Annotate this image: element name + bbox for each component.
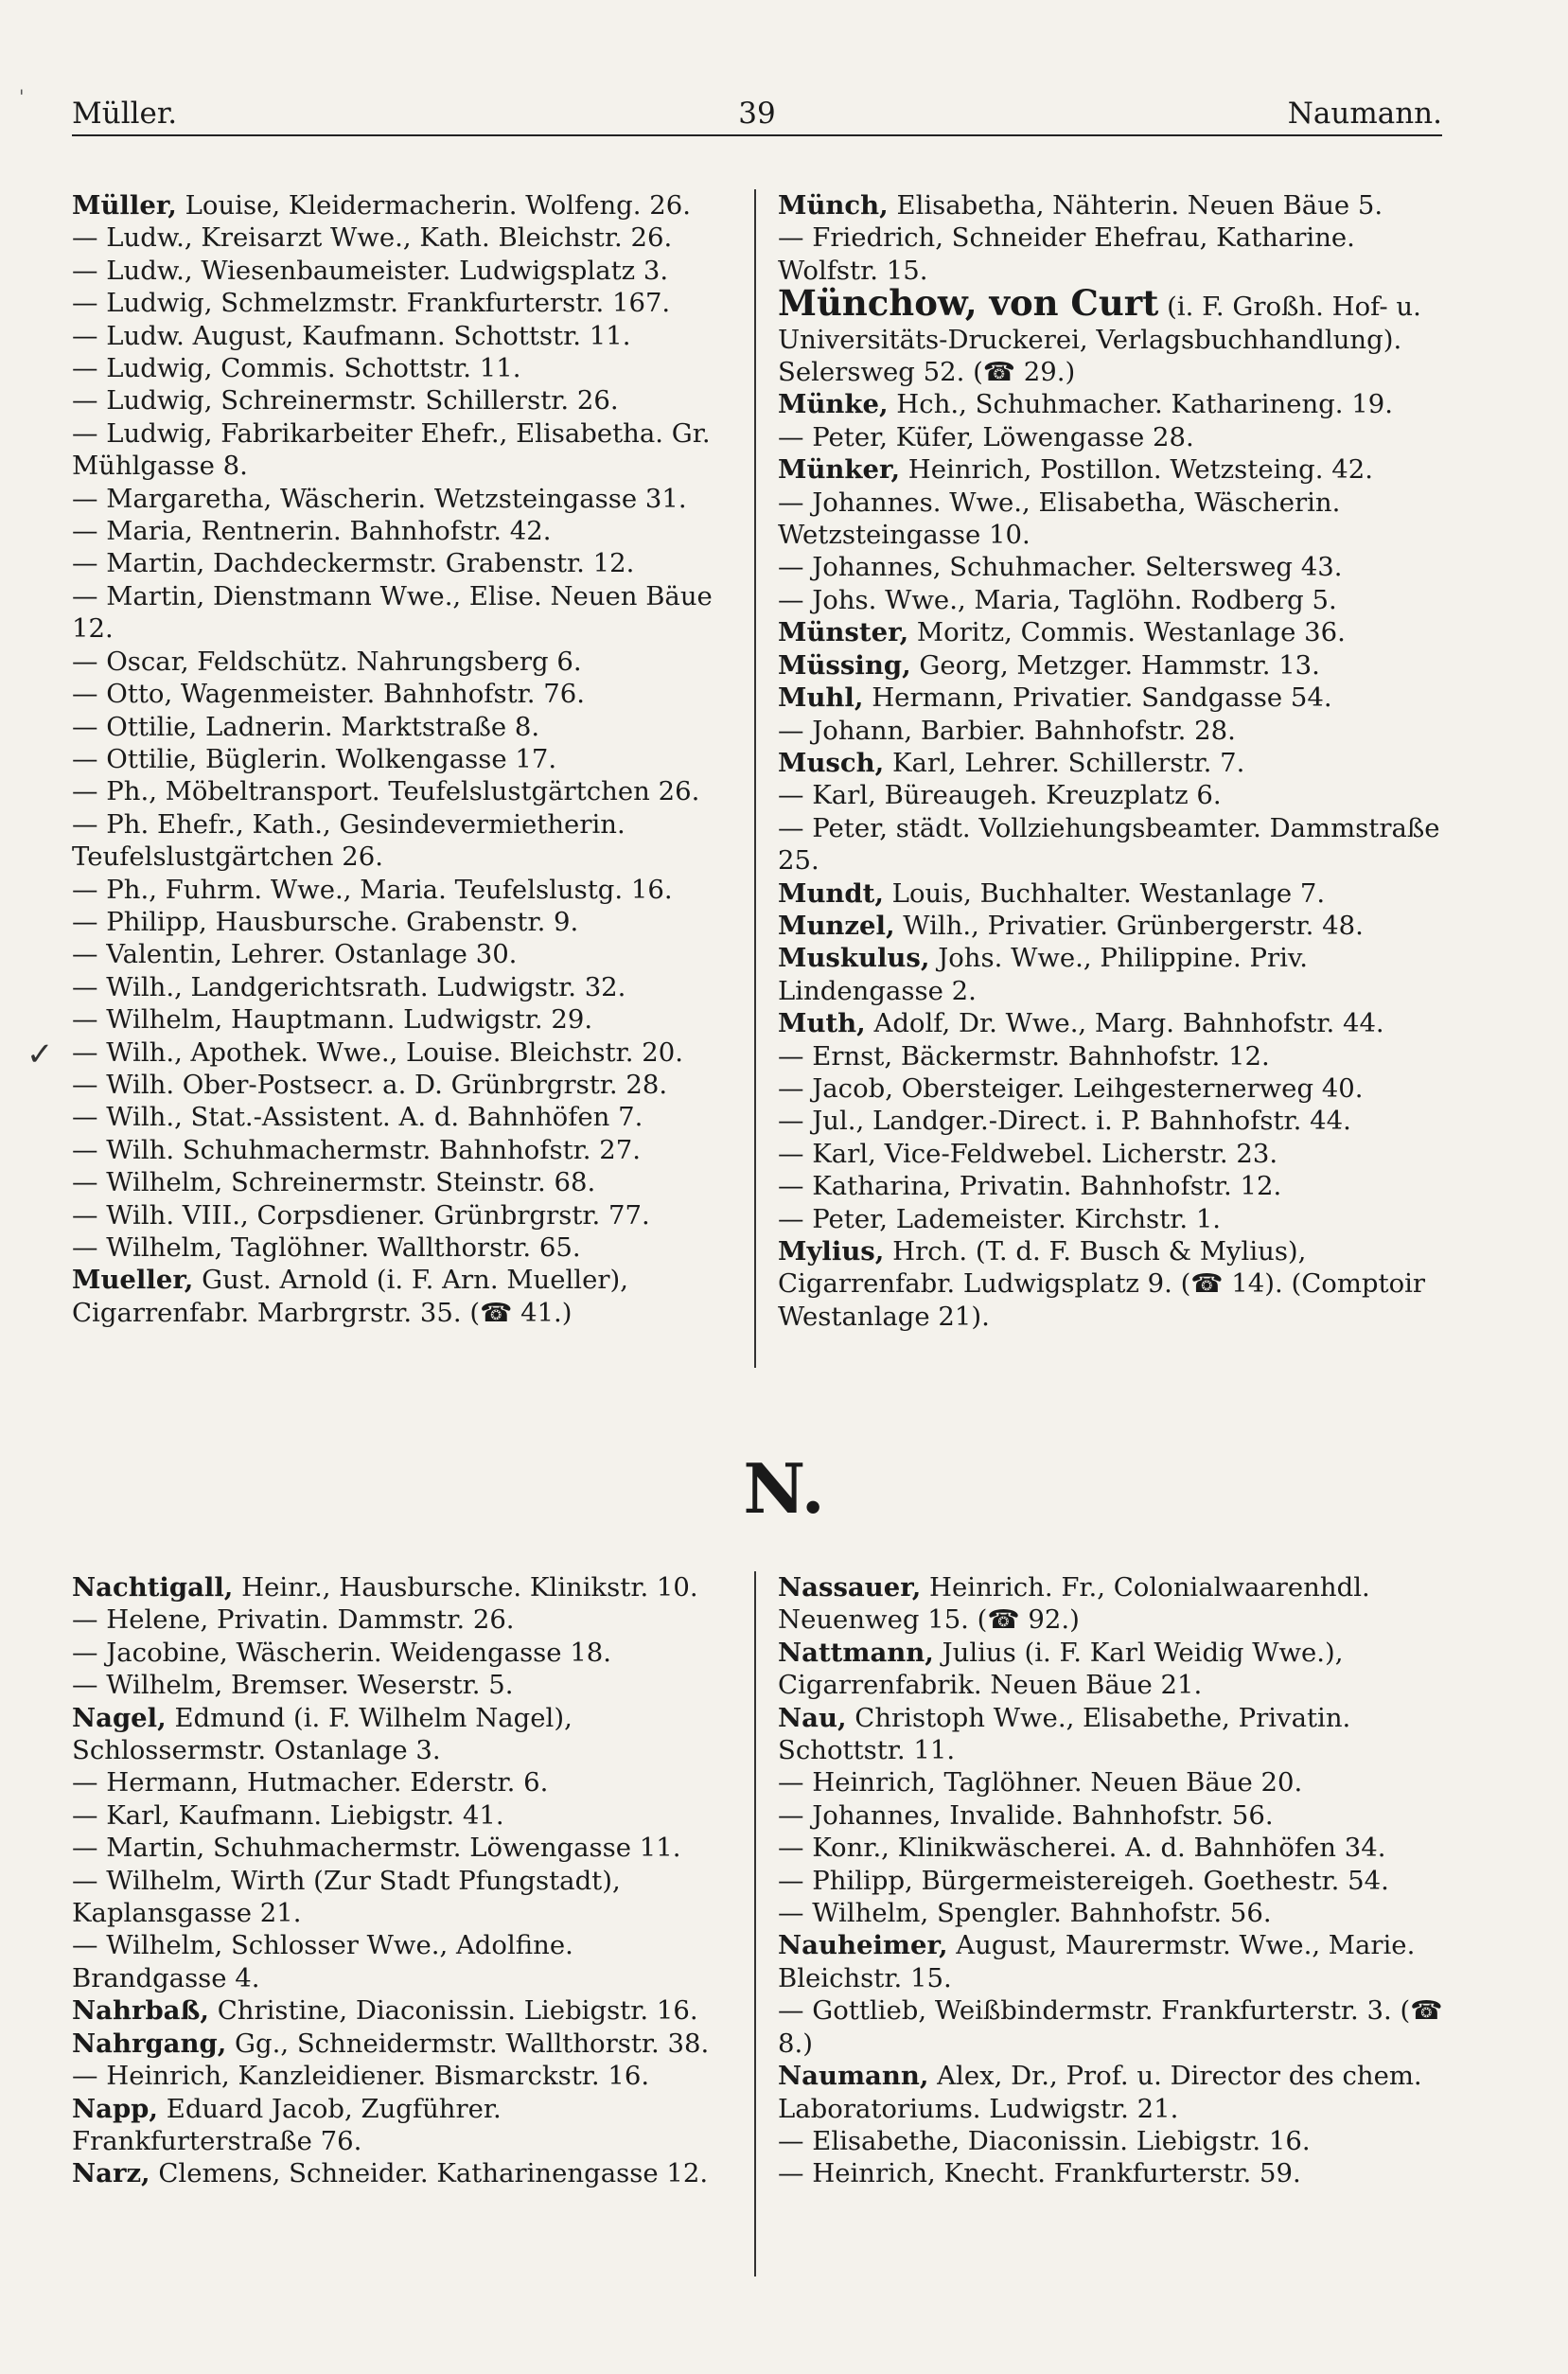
directory-entry [72, 221, 734, 254]
directory-entry [72, 1669, 734, 1701]
entry-text: Gust. Arnold (i. F. Arn. Mueller), Cigarrenfabr. Marbrgrstr. 35. (☎ 41.) [72, 1265, 628, 1328]
entry-text: Heinrich. Fr., Colonialwaarenhdl. Neuenweg 15. (☎ 92.) [778, 1572, 1370, 1636]
directory-entry [72, 547, 734, 579]
directory-entry [778, 1170, 1446, 1202]
directory-entry [778, 910, 1446, 942]
directory-entry [72, 1994, 734, 2027]
directory-entry [72, 352, 734, 384]
directory-entry [778, 1072, 1446, 1105]
entry-text: — Ph., Fuhrm. Wwe., Maria. Teufelslustg. 16. [72, 874, 673, 905]
directory-entry [778, 877, 1446, 910]
entry-text: — Otto, Wagenmeister. Bahnhofstr. 76. [72, 679, 585, 710]
directory-entry [72, 483, 734, 515]
entry-text: — Valentin, Lehrer. Ostanlage 30. [72, 939, 518, 970]
entry-surname: Münker, [778, 454, 901, 486]
entry-text: — Heinrich, Knecht. Frankfurterstr. 59. [778, 2158, 1301, 2189]
entry-text: — Wilh., Landgerichtsrath. Ludwigstr. 32. [72, 971, 626, 1002]
entry-text: — Gottlieb, Weißbindermstr. Frankfurterstr. 3. (☎ 8.) [778, 1995, 1443, 2059]
directory-entry [72, 580, 734, 646]
margin-mark: ' [19, 85, 25, 108]
entry-text: Clemens, Schneider. Katharinengasse 12. [150, 2158, 709, 2189]
entry-surname: Nachtigall, [72, 1572, 234, 1603]
entry-text: — Ernst, Bäckermstr. Bahnhofstr. 12. [778, 1040, 1270, 1072]
directory-entry [72, 1766, 734, 1798]
directory-entry [72, 255, 734, 287]
directory-entry [778, 779, 1446, 811]
directory-entry [72, 678, 734, 710]
directory-entry [72, 1702, 734, 1767]
entry-text: — Helene, Privatin. Dammstr. 26. [72, 1604, 515, 1636]
directory-entry [72, 384, 734, 416]
entry-text: Georg, Metzger. Hammstr. 13. [910, 649, 1320, 681]
directory-entry [72, 417, 734, 483]
entry-text: — Ludwig, Fabrikarbeiter Ehefr., Elisabetha. Gr. Mühlgasse 8. [72, 417, 711, 482]
directory-entry [778, 649, 1446, 682]
entry-text: Heinrich, Postillon. Wetzsteing. 42. [900, 454, 1373, 486]
column-divider-bottom [754, 1571, 756, 2277]
entry-surname: Nahrgang, [72, 2028, 227, 2059]
page-header [72, 83, 1442, 131]
directory-entry [778, 942, 1446, 1007]
header-right-catchword: Naumann. [1287, 97, 1442, 131]
entry-text: — Katharina, Privatin. Bahnhofstr. 12. [778, 1171, 1282, 1202]
entry-text: Hrch. (T. d. F. Busch & Mylius), Cigarrenfabr. Ludwigsplatz 9. (☎ 14). (Comptoir Westanlage 21). [778, 1236, 1426, 1332]
entry-surname: Nattmann, [778, 1637, 934, 1668]
entry-surname: Naumann, [778, 2061, 929, 2092]
directory-entry [72, 775, 734, 807]
entry-text: Julius (i. F. Karl Weidig Wwe.), Cigarrenfabrik. Neuen Bäue 21. [778, 1637, 1344, 1701]
entry-surname: Muth, [778, 1008, 866, 1039]
directory-entry [72, 1231, 734, 1264]
entry-surname: Münster, [778, 617, 909, 648]
entry-surname: Munzel, [778, 910, 895, 941]
entry-text: — Johs. Wwe., Maria, Taglöhn. Rodberg 5. [778, 584, 1337, 615]
directory-entry [72, 2093, 734, 2158]
directory-entry [72, 646, 734, 678]
directory-entry [778, 1832, 1446, 1864]
entry-text: — Peter, städt. Vollziehungsbeamter. Dammstraße 25. [778, 812, 1440, 877]
section-letter: N. [743, 1448, 825, 1529]
entry-text: — Martin, Dachdeckermstr. Grabenstr. 12. [72, 548, 635, 579]
entry-text: Karl, Lehrer. Schillerstr. 7. [884, 747, 1245, 778]
entry-text: — Wilh., Apothek. Wwe., Louise. Bleichstr. 20. [72, 1036, 683, 1068]
entry-text: — Ludw., Wiesenbaumeister. Ludwigsplatz 3. [72, 255, 669, 286]
directory-entry [778, 487, 1446, 552]
directory-entry [72, 2060, 734, 2092]
directory-entry [778, 2060, 1446, 2125]
entry-text: — Wilh. Ober-Postsecr. a. D. Grünbrgrstr. 28. [72, 1069, 668, 1100]
entry-text: August, Maurermstr. Wwe., Marie. Bleichstr. 15. [778, 1930, 1416, 1993]
entry-text: — Ludw. August, Kaufmann. Schottstr. 11. [72, 320, 631, 351]
entry-surname: Mundt, [778, 877, 884, 909]
directory-entry [778, 1105, 1446, 1137]
entry-text: — Ph. Ehefr., Kath., Gesindevermietherin. Teufelslustgärtchen 26. [72, 808, 625, 873]
entry-text: — Wilhelm, Spengler. Bahnhofstr. 56. [778, 1898, 1272, 1929]
entry-text: Heinr., Hausbursche. Klinikstr. 10. [233, 1572, 698, 1603]
directory-entry [72, 938, 734, 970]
handwritten-checkmark: ✓ [26, 1036, 54, 1073]
entry-text: — Ottilie, Ladnerin. Marktstraße 8. [72, 711, 540, 742]
directory-entry [72, 1199, 734, 1231]
entry-text: Louis, Buchhalter. Westanlage 7. [883, 877, 1326, 909]
directory-entry [72, 808, 734, 874]
entry-text: — Ludwig, Schmelzmstr. Frankfurterstr. 167. [72, 288, 671, 319]
entry-text: — Martin, Dienstmann Wwe., Elise. Neuen Bäue 12. [72, 580, 713, 645]
entry-text: — Wilhelm, Bremser. Weserstr. 5. [72, 1670, 514, 1701]
entry-surname: Musch, [778, 747, 885, 778]
entry-text: — Jacobine, Wäscherin. Weidengasse 18. [72, 1637, 612, 1668]
entry-surname: Nassauer, [778, 1572, 922, 1603]
entry-text: Alex, Dr., Prof. u. Director des chem. Laboratoriums. Ludwigstr. 21. [778, 2061, 1422, 2124]
directory-entry [72, 906, 734, 938]
entry-text: — Johannes. Wwe., Elisabetha, Wäscherin. Wetzsteingasse 10. [778, 487, 1341, 551]
entry-text: Louise, Kleidermacherin. Wolfeng. 26. [176, 190, 691, 221]
entry-text: — Ottilie, Büglerin. Wolkengasse 17. [72, 743, 557, 774]
entry-text: — Maria, Rentnerin. Bahnhofstr. 42. [72, 516, 552, 547]
directory-entry [72, 1832, 734, 1864]
directory-entry [72, 1929, 734, 1994]
entry-text: — Karl, Büreaugeh. Kreuzplatz 6. [778, 780, 1222, 811]
entry-text: Gg., Schneidermstr. Wallthorstr. 38. [226, 2028, 710, 2059]
directory-entry [72, 1069, 734, 1101]
entry-surname: Müssing, [778, 649, 911, 681]
entry-text: — Ludwig, Commis. Schottstr. 11. [72, 353, 521, 384]
entry-text: — Wilh., Stat.-Assistent. A. d. Bahnhöfen 7. [72, 1102, 643, 1133]
entry-surname: Napp, [72, 2093, 158, 2124]
entry-text: — Peter, Lademeister. Kirchstr. 1. [778, 1203, 1222, 1234]
directory-entry [72, 1003, 734, 1036]
entry-surname: Mylius, [778, 1236, 885, 1267]
column-right-bottom [778, 1571, 1446, 2310]
directory-entry [778, 1929, 1446, 1994]
entry-text: — Wilh. VIII., Corpsdiener. Grünbrgrstr. 77. [72, 1199, 650, 1231]
directory-entry [778, 1994, 1446, 2060]
entry-text: — Ph., Möbeltransport. Teufelslustgärtchen 26. [72, 776, 700, 807]
entry-text: — Jacob, Obersteiger. Leihgesternerweg 40. [778, 1072, 1364, 1104]
entry-text: (i. F. Großh. Hof- u. Universitäts-Druckerei, Verlagsbuchhandlung). Selersweg 52. (☎ 29.) [778, 292, 1421, 388]
entry-text: — Margaretha, Wäscherin. Wetzsteingasse 31. [72, 483, 687, 514]
entry-text: — Wilhelm, Schreinermstr. Steinstr. 68. [72, 1167, 596, 1198]
entry-surname: Nauheimer, [778, 1930, 948, 1961]
directory-entry [72, 1166, 734, 1198]
directory-entry [778, 1897, 1446, 1929]
entry-text: — Wilhelm, Taglöhner. Wallthorstr. 65. [72, 1232, 581, 1263]
entry-surname: Nahrbaß, [72, 1995, 209, 2027]
directory-entry [72, 2028, 734, 2060]
entry-text: — Ludwig, Schreinermstr. Schillerstr. 26. [72, 385, 619, 416]
directory-entry [778, 1702, 1446, 1767]
entry-text: Wilh., Privatier. Grünbergerstr. 48. [894, 910, 1364, 941]
directory-entry [778, 1007, 1446, 1039]
directory-entry [778, 1203, 1446, 1235]
entry-text: — Karl, Vice-Feldwebel. Licherstr. 23. [778, 1138, 1278, 1169]
directory-entry [72, 189, 734, 221]
entry-text: — Oscar, Feldschütz. Nahrungsberg 6. [72, 646, 582, 677]
directory-entry [778, 2157, 1446, 2189]
directory-entry [72, 2157, 734, 2189]
directory-entry [72, 743, 734, 775]
header-rule [72, 134, 1442, 136]
entry-text: — Elisabethe, Diaconissin. Liebigstr. 16. [778, 2125, 1311, 2156]
entry-text: — Philipp, Bürgermeistereigeh. Goethestr. 54. [778, 1865, 1389, 1896]
directory-entry [778, 1637, 1446, 1702]
directory-entry [72, 1865, 734, 1930]
entry-text: — Konr., Klinikwäscherei. A. d. Bahnhöfen 34. [778, 1833, 1386, 1864]
entry-text: — Wilhelm, Hauptmann. Ludwigstr. 29. [72, 1004, 593, 1036]
entry-surname: Nagel, [72, 1702, 167, 1733]
entry-text: — Wilhelm, Schlosser Wwe., Adolfine. Brandgasse 4. [72, 1930, 573, 1993]
directory-entry [72, 711, 734, 743]
directory-entry [72, 1637, 734, 1669]
directory-entry [72, 1134, 734, 1166]
directory-entry [72, 874, 734, 906]
directory-entry [778, 1766, 1446, 1798]
entry-text: Edmund (i. F. Wilhelm Nagel), Schlossermstr. Ostanlage 3. [72, 1702, 573, 1766]
directory-entry [72, 971, 734, 1003]
entry-text: Hermann, Privatier. Sandgasse 54. [863, 682, 1332, 714]
directory-entry [778, 584, 1446, 616]
directory-entry [72, 515, 734, 547]
directory-entry [778, 453, 1446, 486]
entry-text: — Ludw., Kreisarzt Wwe., Kath. Bleichstr. 26. [72, 222, 673, 254]
entry-text: — Johann, Barbier. Bahnhofstr. 28. [778, 715, 1236, 746]
directory-entry [72, 1264, 734, 1329]
directory-entry [778, 551, 1446, 583]
directory-entry [778, 388, 1446, 420]
entry-text: Moritz, Commis. Westanlage 36. [908, 617, 1346, 648]
page-number: 39 [738, 97, 776, 131]
entry-surname: Nau, [778, 1702, 847, 1733]
directory-entry [778, 1040, 1446, 1072]
directory-entry [778, 747, 1446, 779]
entry-text: Hch., Schuhmacher. Katharineng. 19. [888, 389, 1394, 420]
directory-entry [72, 1571, 734, 1603]
directory-entry [778, 682, 1446, 714]
directory-entry [778, 1235, 1446, 1333]
entry-text: — Karl, Kaufmann. Liebigstr. 41. [72, 1799, 504, 1831]
entry-text: — Johannes, Schuhmacher. Seltersweg 43. [778, 552, 1343, 583]
entry-surname: Muskulus, [778, 943, 930, 974]
entry-text: Christine, Diaconissin. Liebigstr. 16. [208, 1995, 698, 2027]
header-left-catchword: Müller. [72, 97, 178, 131]
directory-entry [778, 221, 1446, 287]
directory-entry [778, 1865, 1446, 1897]
column-divider-top [754, 189, 756, 1368]
directory-entry [778, 715, 1446, 747]
entry-text: Christoph Wwe., Elisabethe, Privatin. Schottstr. 11. [778, 1702, 1351, 1766]
directory-entry [778, 282, 1446, 388]
directory-entry [778, 1138, 1446, 1170]
directory-entry [72, 1603, 734, 1636]
entry-text: — Martin, Schuhmachermstr. Löwengasse 11. [72, 1833, 681, 1864]
directory-entry [778, 2125, 1446, 2157]
entry-surname: Münch, [778, 190, 889, 221]
entry-text: — Heinrich, Kanzleidiener. Bismarckstr. 16. [72, 2061, 650, 2092]
entry-text: — Wilhelm, Wirth (Zur Stadt Pfungstadt), Kaplansgasse 21. [72, 1865, 621, 1929]
entry-text: — Peter, Küfer, Löwengasse 28. [778, 421, 1194, 452]
directory-entry [778, 616, 1446, 648]
entry-surname: Müller, [72, 190, 177, 221]
directory-entry [72, 287, 734, 319]
entry-text: — Heinrich, Taglöhner. Neuen Bäue 20. [778, 1767, 1303, 1798]
column-right-top [778, 189, 1446, 1391]
entry-surname: Münchow, von Curt [778, 282, 1159, 325]
entry-text: — Friedrich, Schneider Ehefrau, Katharine. Wolfstr. 15. [778, 222, 1355, 286]
entry-text: — Hermann, Hutmacher. Ederstr. 6. [72, 1767, 549, 1798]
entry-text: — Johannes, Invalide. Bahnhofstr. 56. [778, 1799, 1274, 1831]
directory-entry [778, 421, 1446, 453]
entry-text: Adolf, Dr. Wwe., Marg. Bahnhofstr. 44. [865, 1008, 1384, 1039]
entry-text: — Jul., Landger.-Direct. i. P. Bahnhofstr. 44. [778, 1106, 1351, 1137]
column-left-bottom [72, 1571, 734, 2310]
directory-entry [72, 1101, 734, 1133]
entry-text: Eduard Jacob, Zugführer. Frankfurterstraße 76. [72, 2093, 502, 2156]
directory-entry [778, 189, 1446, 221]
directory-entry [72, 1799, 734, 1832]
directory-entry [778, 1571, 1446, 1637]
entry-text: Elisabetha, Nähterin. Neuen Bäue 5. [888, 190, 1383, 221]
directory-entry [72, 1036, 734, 1069]
entry-surname: Muhl, [778, 682, 864, 714]
directory-entry [778, 812, 1446, 877]
entry-surname: Mueller, [72, 1265, 194, 1296]
entry-text: — Philipp, Hausbursche. Grabenstr. 9. [72, 906, 579, 937]
directory-entry [72, 320, 734, 352]
entry-text: Johs. Wwe., Philippine. Priv. Lindengasse 2. [778, 943, 1308, 1006]
entry-surname: Narz, [72, 2158, 150, 2189]
entry-text: — Wilh. Schuhmachermstr. Bahnhofstr. 27. [72, 1134, 642, 1165]
column-left-top [72, 189, 734, 1391]
entry-surname: Münke, [778, 389, 889, 420]
directory-entry [778, 1799, 1446, 1832]
